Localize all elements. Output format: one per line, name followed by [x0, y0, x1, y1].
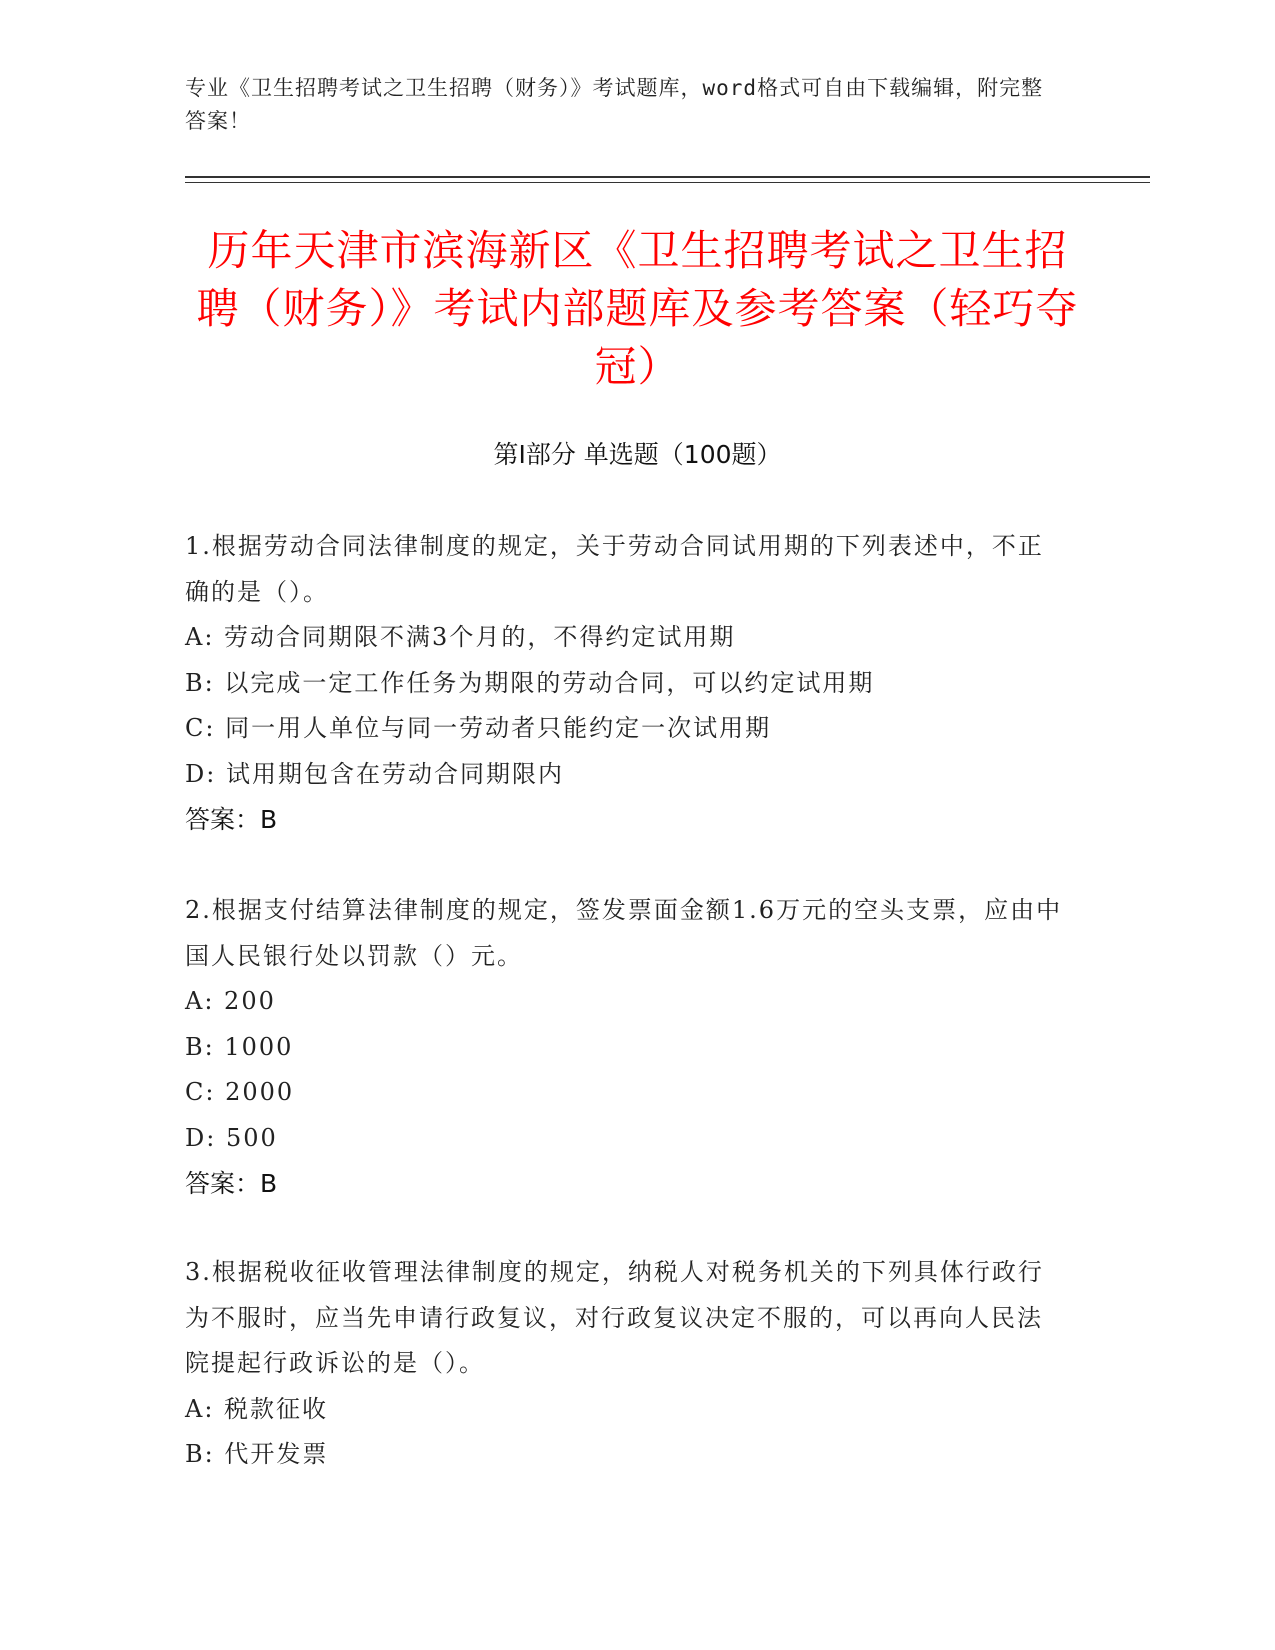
- question-stem: 1.根据劳动合同法律制度的规定，关于劳动合同试用期的下列表述中，不正确的是（）。: [185, 532, 1044, 606]
- option-b: B: 以完成一定工作任务为期限的劳动合同，可以约定试用期: [185, 668, 875, 697]
- question-stem: 3.根据税收征收管理法律制度的规定，纳税人对税务机关的下列具体行政行为不服时，应当先申请行政复议，对行政复议决定不服的，可以再向人民法院提起行政诉讼的是（）。: [185, 1258, 1044, 1377]
- option-b: B: 代开发票: [185, 1440, 329, 1468]
- question-3: [185, 1250, 1065, 1478]
- header-divider-thin: [185, 182, 1150, 183]
- option-c: C: 同一用人单位与同一劳动者只能约定一次试用期: [185, 714, 772, 742]
- option-d: D: 试用期包含在劳动合同期限内: [185, 759, 564, 788]
- option-c: C: 2000: [185, 1078, 295, 1106]
- answer: 答案：B: [185, 1169, 278, 1198]
- option-b: B: 1000: [185, 1032, 294, 1061]
- question-2: [185, 888, 1065, 1207]
- option-a: A: 200: [185, 987, 276, 1015]
- option-a: A: 劳动合同期限不满3个月的，不得约定试用期: [185, 623, 736, 651]
- header-divider-thick: [185, 176, 1150, 178]
- header-note: 专业《卫生招聘考试之卫生招聘（财务）》考试题库，word格式可自由下载编辑，附完整答案！: [185, 76, 1044, 133]
- document-title: 历年天津市滨海新区《卫生招聘考试之卫生招聘（财务）》考试内部题库及参考答案（轻巧夺冠）: [196, 226, 1079, 391]
- option-a: A: 税款征收: [185, 1394, 329, 1423]
- question-stem: 2.根据支付结算法律制度的规定，签发票面金额1.6万元的空头支票，应由中国人民银行处以罚款（）元。: [185, 896, 1063, 970]
- answer: 答案：B: [185, 805, 278, 834]
- question-1: [185, 524, 1065, 843]
- section-heading: 第Ⅰ部分 单选题（100题）: [493, 440, 782, 469]
- option-d: D: 500: [185, 1123, 278, 1152]
